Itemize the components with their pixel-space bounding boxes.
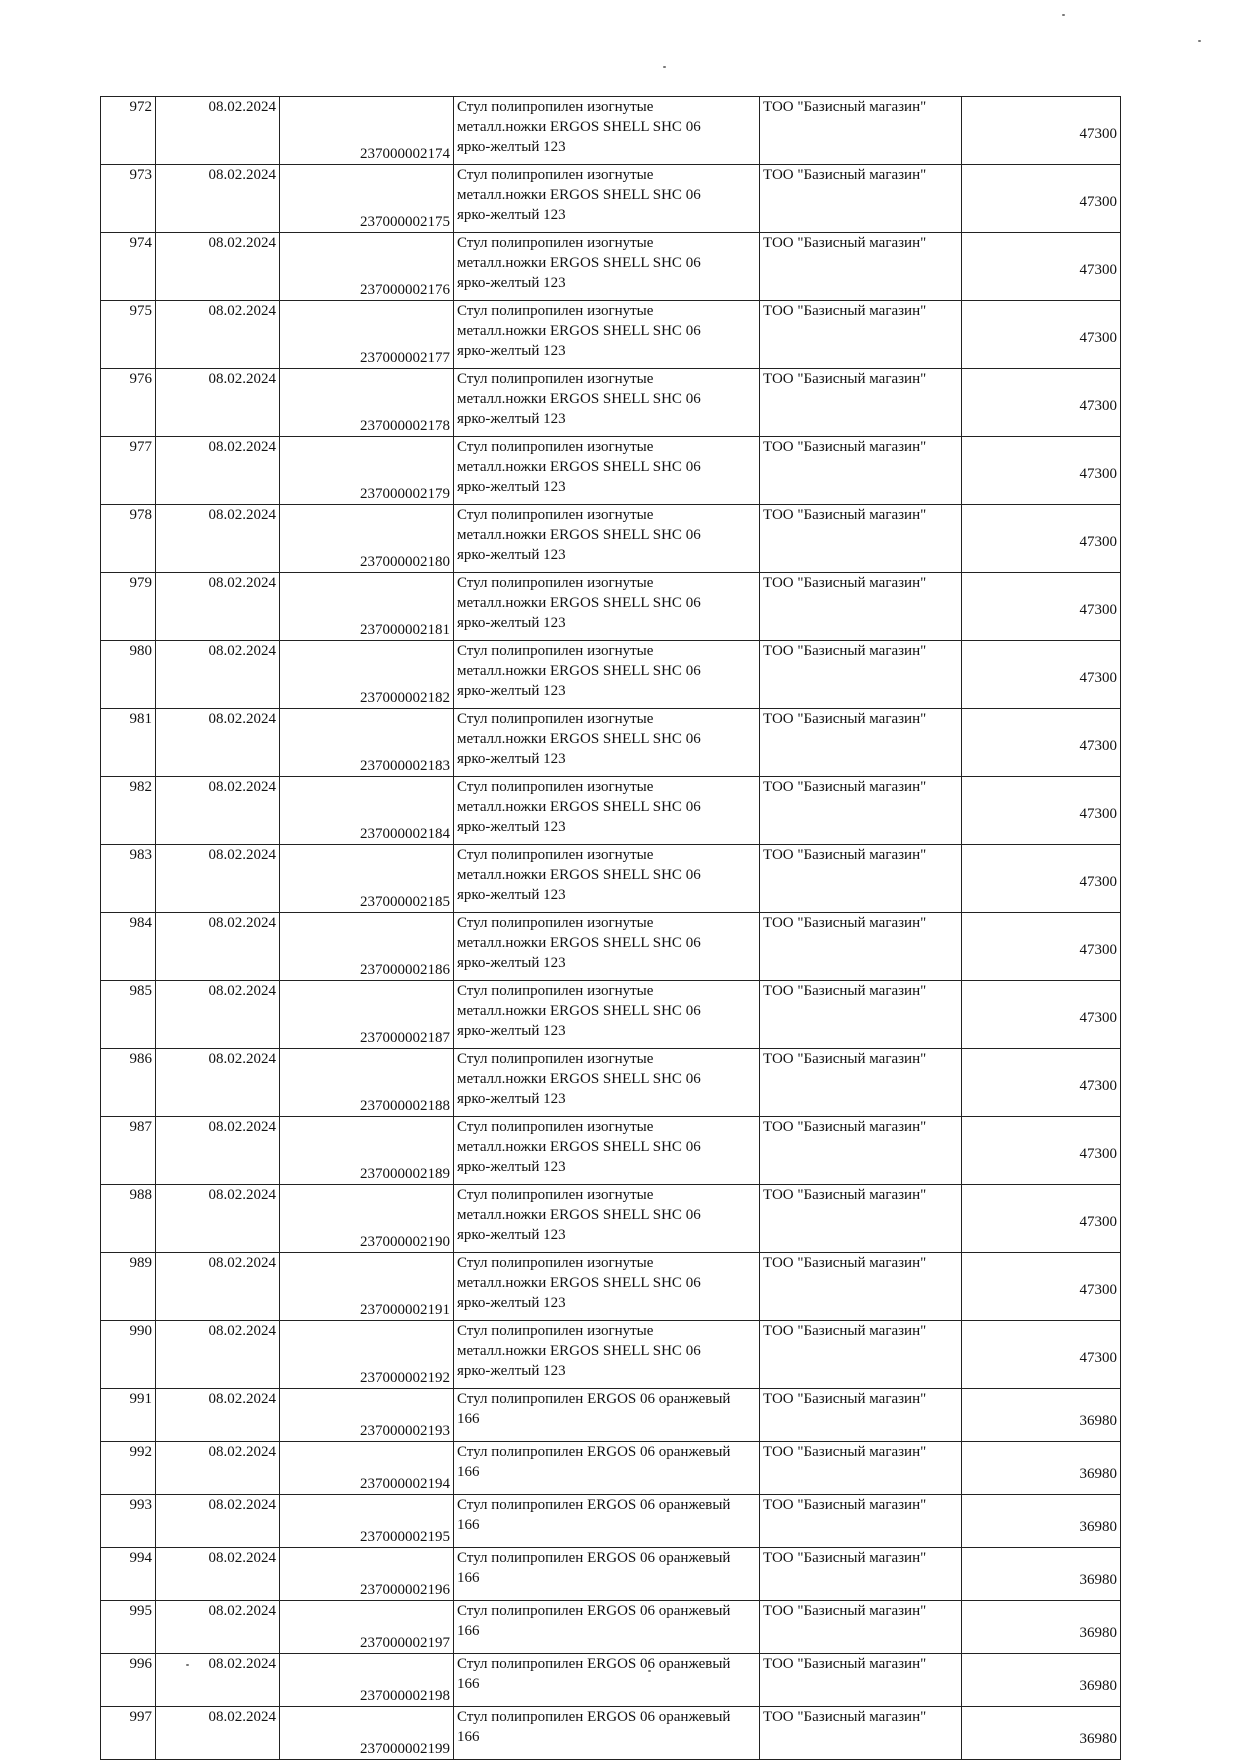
description-cell	[454, 573, 760, 641]
description-line: Стул полипропилен ERGOS 06 оранжевый	[457, 1656, 731, 1672]
amount-cell: 47300	[962, 845, 1121, 913]
description-line: ярко-желтый 123	[457, 207, 566, 223]
row-number-cell: 990	[101, 1321, 156, 1389]
description-cell	[454, 1707, 760, 1760]
inventory-code-cell: 237000002195	[280, 1495, 454, 1548]
supplier-cell: ТОО "Базисный магазин"	[760, 1185, 962, 1253]
row-number-cell: 991	[101, 1389, 156, 1442]
inventory-code-cell: 237000002178	[280, 369, 454, 437]
description-line: ярко-желтый 123	[457, 683, 566, 699]
description-line: 166	[457, 1411, 480, 1427]
date-cell: 08.02.2024	[156, 1548, 280, 1601]
inventory-code-cell: 237000002176	[280, 233, 454, 301]
amount-cell: 47300	[962, 437, 1121, 505]
description-line: ярко-желтый 123	[457, 1091, 566, 1107]
description-line: ярко-желтый 123	[457, 1159, 566, 1175]
description-line: ярко-желтый 123	[457, 275, 566, 291]
description-line: металл.ножки ERGOS SHELL SHC 06	[457, 935, 701, 951]
table-row	[101, 301, 1121, 369]
row-number-cell: 976	[101, 369, 156, 437]
supplier-cell: ТОО "Базисный магазин"	[760, 709, 962, 777]
table-row	[101, 1442, 1121, 1495]
scan-speck	[1062, 14, 1065, 16]
description-line: металл.ножки ERGOS SHELL SHC 06	[457, 323, 701, 339]
date-cell: 08.02.2024	[156, 1495, 280, 1548]
table-row	[101, 1601, 1121, 1654]
description-line: Стул полипропилен изогнутые	[457, 847, 654, 863]
row-number-cell: 988	[101, 1185, 156, 1253]
table-row	[101, 641, 1121, 709]
description-line: Стул полипропилен ERGOS 06 оранжевый	[457, 1709, 731, 1725]
inventory-code-cell: 237000002186	[280, 913, 454, 981]
description-line: ярко-желтый 123	[457, 343, 566, 359]
table-row	[101, 1495, 1121, 1548]
amount-cell: 47300	[962, 913, 1121, 981]
date-cell: 08.02.2024	[156, 913, 280, 981]
date-cell: 08.02.2024	[156, 165, 280, 233]
description-cell	[454, 233, 760, 301]
amount-cell: 47300	[962, 1117, 1121, 1185]
supplier-cell: ТОО "Базисный магазин"	[760, 573, 962, 641]
description-line: 166	[457, 1464, 480, 1480]
description-line: Стул полипропилен изогнутые	[457, 303, 654, 319]
supplier-cell: ТОО "Базисный магазин"	[760, 1548, 962, 1601]
inventory-code-cell: 237000002199	[280, 1707, 454, 1760]
description-cell	[454, 845, 760, 913]
row-number-cell: 987	[101, 1117, 156, 1185]
description-line: 166	[457, 1676, 480, 1692]
description-line: Стул полипропилен изогнутые	[457, 371, 654, 387]
date-cell: 08.02.2024	[156, 1117, 280, 1185]
supplier-cell: ТОО "Базисный магазин"	[760, 1601, 962, 1654]
description-line: 166	[457, 1729, 480, 1745]
description-cell	[454, 505, 760, 573]
table-row	[101, 1707, 1121, 1760]
row-number-cell: 992	[101, 1442, 156, 1495]
table-row	[101, 437, 1121, 505]
table-row	[101, 1654, 1121, 1707]
description-line: Стул полипропилен изогнутые	[457, 1255, 654, 1271]
supplier-cell: ТОО "Базисный магазин"	[760, 437, 962, 505]
table-row	[101, 845, 1121, 913]
supplier-cell: ТОО "Базисный магазин"	[760, 1321, 962, 1389]
description-line: металл.ножки ERGOS SHELL SHC 06	[457, 255, 701, 271]
supplier-cell: ТОО "Базисный магазин"	[760, 97, 962, 165]
row-number-cell: 986	[101, 1049, 156, 1117]
description-cell	[454, 1442, 760, 1495]
amount-cell: 47300	[962, 573, 1121, 641]
description-cell	[454, 777, 760, 845]
row-number-cell: 978	[101, 505, 156, 573]
description-cell	[454, 301, 760, 369]
supplier-cell: ТОО "Базисный магазин"	[760, 1389, 962, 1442]
description-cell	[454, 641, 760, 709]
amount-cell: 47300	[962, 1253, 1121, 1321]
row-number-cell: 979	[101, 573, 156, 641]
description-line: Стул полипропилен ERGOS 06 оранжевый	[457, 1391, 731, 1407]
inventory-table-body	[101, 97, 1121, 1760]
amount-cell: 47300	[962, 165, 1121, 233]
supplier-cell: ТОО "Базисный магазин"	[760, 1253, 962, 1321]
description-cell	[454, 1185, 760, 1253]
amount-cell: 47300	[962, 97, 1121, 165]
description-line: ярко-желтый 123	[457, 1295, 566, 1311]
inventory-code-cell: 237000002179	[280, 437, 454, 505]
description-line: Стул полипропилен ERGOS 06 оранжевый	[457, 1497, 731, 1513]
row-number-cell: 997	[101, 1707, 156, 1760]
description-line: Стул полипропилен изогнутые	[457, 1323, 654, 1339]
date-cell: 08.02.2024	[156, 1049, 280, 1117]
table-row	[101, 1321, 1121, 1389]
description-line: Стул полипропилен изогнутые	[457, 167, 654, 183]
date-cell: 08.02.2024	[156, 97, 280, 165]
date-cell: 08.02.2024	[156, 641, 280, 709]
date-cell: 08.02.2024	[156, 709, 280, 777]
supplier-cell: ТОО "Базисный магазин"	[760, 301, 962, 369]
date-cell: 08.02.2024	[156, 1654, 280, 1707]
description-line: Стул полипропилен ERGOS 06 оранжевый	[457, 1550, 731, 1566]
date-cell: 08.02.2024	[156, 369, 280, 437]
description-line: металл.ножки ERGOS SHELL SHC 06	[457, 663, 701, 679]
date-cell: 08.02.2024	[156, 573, 280, 641]
description-line: 166	[457, 1570, 480, 1586]
amount-cell: 36980	[962, 1495, 1121, 1548]
description-line: Стул полипропилен изогнутые	[457, 235, 654, 251]
supplier-cell: ТОО "Базисный магазин"	[760, 1707, 962, 1760]
description-line: металл.ножки ERGOS SHELL SHC 06	[457, 119, 701, 135]
inventory-code-cell: 237000002175	[280, 165, 454, 233]
inventory-code-cell: 237000002196	[280, 1548, 454, 1601]
supplier-cell: ТОО "Базисный магазин"	[760, 641, 962, 709]
supplier-cell: ТОО "Базисный магазин"	[760, 233, 962, 301]
row-number-cell: 977	[101, 437, 156, 505]
description-line: Стул полипропилен изогнутые	[457, 1051, 654, 1067]
amount-cell: 36980	[962, 1707, 1121, 1760]
description-cell	[454, 165, 760, 233]
supplier-cell: ТОО "Базисный магазин"	[760, 1654, 962, 1707]
row-number-cell: 974	[101, 233, 156, 301]
row-number-cell: 973	[101, 165, 156, 233]
supplier-cell: ТОО "Базисный магазин"	[760, 1495, 962, 1548]
description-cell	[454, 1321, 760, 1389]
amount-cell: 47300	[962, 1049, 1121, 1117]
supplier-cell: ТОО "Базисный магазин"	[760, 981, 962, 1049]
description-line: металл.ножки ERGOS SHELL SHC 06	[457, 391, 701, 407]
date-cell: 08.02.2024	[156, 777, 280, 845]
table-row	[101, 1253, 1121, 1321]
inventory-code-cell: 237000002192	[280, 1321, 454, 1389]
description-line: Стул полипропилен изогнутые	[457, 99, 654, 115]
description-cell	[454, 1049, 760, 1117]
amount-cell: 36980	[962, 1601, 1121, 1654]
amount-cell: 47300	[962, 301, 1121, 369]
description-line: металл.ножки ERGOS SHELL SHC 06	[457, 867, 701, 883]
table-row	[101, 505, 1121, 573]
date-cell: 08.02.2024	[156, 1321, 280, 1389]
amount-cell: 36980	[962, 1442, 1121, 1495]
description-cell	[454, 1601, 760, 1654]
description-line: Стул полипропилен изогнутые	[457, 779, 654, 795]
description-line: Стул полипропилен изогнутые	[457, 439, 654, 455]
supplier-cell: ТОО "Базисный магазин"	[760, 1049, 962, 1117]
amount-cell: 47300	[962, 1185, 1121, 1253]
inventory-code-cell: 237000002185	[280, 845, 454, 913]
description-line: металл.ножки ERGOS SHELL SHC 06	[457, 1071, 701, 1087]
date-cell: 08.02.2024	[156, 1442, 280, 1495]
date-cell: 08.02.2024	[156, 1253, 280, 1321]
date-cell: 08.02.2024	[156, 845, 280, 913]
description-line: ярко-желтый 123	[457, 547, 566, 563]
inventory-code-cell: 237000002191	[280, 1253, 454, 1321]
table-row	[101, 1548, 1121, 1601]
row-number-cell: 994	[101, 1548, 156, 1601]
table-row	[101, 709, 1121, 777]
description-line: Стул полипропилен изогнутые	[457, 983, 654, 999]
description-line: металл.ножки ERGOS SHELL SHC 06	[457, 1207, 701, 1223]
description-line: ярко-желтый 123	[457, 751, 566, 767]
row-number-cell: 981	[101, 709, 156, 777]
inventory-code-cell: 237000002174	[280, 97, 454, 165]
inventory-code-cell: 237000002189	[280, 1117, 454, 1185]
inventory-code-cell: 237000002182	[280, 641, 454, 709]
inventory-code-cell: 237000002193	[280, 1389, 454, 1442]
scan-speck	[663, 66, 666, 68]
row-number-cell: 980	[101, 641, 156, 709]
row-number-cell: 983	[101, 845, 156, 913]
inventory-code-cell: 237000002177	[280, 301, 454, 369]
inventory-code-cell: 237000002197	[280, 1601, 454, 1654]
description-line: металл.ножки ERGOS SHELL SHC 06	[457, 527, 701, 543]
description-line: ярко-желтый 123	[457, 887, 566, 903]
description-line: Стул полипропилен изогнутые	[457, 643, 654, 659]
inventory-code-cell: 237000002180	[280, 505, 454, 573]
description-cell	[454, 1548, 760, 1601]
supplier-cell: ТОО "Базисный магазин"	[760, 777, 962, 845]
description-line: Стул полипропилен изогнутые	[457, 915, 654, 931]
description-line: ярко-желтый 123	[457, 479, 566, 495]
description-line: Стул полипропилен изогнутые	[457, 1119, 654, 1135]
description-line: металл.ножки ERGOS SHELL SHC 06	[457, 1003, 701, 1019]
description-cell	[454, 913, 760, 981]
description-line: металл.ножки ERGOS SHELL SHC 06	[457, 459, 701, 475]
table-row	[101, 1185, 1121, 1253]
table-row	[101, 777, 1121, 845]
inventory-code-cell: 237000002184	[280, 777, 454, 845]
description-line: 166	[457, 1517, 480, 1533]
inventory-code-cell: 237000002187	[280, 981, 454, 1049]
table-row	[101, 573, 1121, 641]
description-cell	[454, 1117, 760, 1185]
row-number-cell: 993	[101, 1495, 156, 1548]
table-row	[101, 369, 1121, 437]
row-number-cell: 982	[101, 777, 156, 845]
description-line: металл.ножки ERGOS SHELL SHC 06	[457, 1275, 701, 1291]
table-row	[101, 233, 1121, 301]
row-number-cell: 996	[101, 1654, 156, 1707]
inventory-code-cell: 237000002190	[280, 1185, 454, 1253]
description-line: ярко-желтый 123	[457, 1227, 566, 1243]
description-cell	[454, 1253, 760, 1321]
table-row	[101, 913, 1121, 981]
description-cell	[454, 981, 760, 1049]
supplier-cell: ТОО "Базисный магазин"	[760, 845, 962, 913]
table-row	[101, 97, 1121, 165]
description-line: ярко-желтый 123	[457, 139, 566, 155]
supplier-cell: ТОО "Базисный магазин"	[760, 1442, 962, 1495]
supplier-cell: ТОО "Базисный магазин"	[760, 165, 962, 233]
description-cell	[454, 97, 760, 165]
inventory-code-cell: 237000002194	[280, 1442, 454, 1495]
inventory-code-cell: 237000002188	[280, 1049, 454, 1117]
description-cell	[454, 1389, 760, 1442]
table-row	[101, 1117, 1121, 1185]
description-line: металл.ножки ERGOS SHELL SHC 06	[457, 1139, 701, 1155]
supplier-cell: ТОО "Базисный магазин"	[760, 505, 962, 573]
date-cell: 08.02.2024	[156, 1601, 280, 1654]
amount-cell: 47300	[962, 1321, 1121, 1389]
supplier-cell: ТОО "Базисный магазин"	[760, 913, 962, 981]
description-cell	[454, 437, 760, 505]
row-number-cell: 995	[101, 1601, 156, 1654]
description-line: металл.ножки ERGOS SHELL SHC 06	[457, 731, 701, 747]
description-cell	[454, 709, 760, 777]
description-line: Стул полипропилен изогнутые	[457, 1187, 654, 1203]
description-line: 166	[457, 1623, 480, 1639]
date-cell: 08.02.2024	[156, 301, 280, 369]
inventory-code-cell: 237000002198	[280, 1654, 454, 1707]
description-line: ярко-желтый 123	[457, 411, 566, 427]
description-line: ярко-желтый 123	[457, 1363, 566, 1379]
amount-cell: 47300	[962, 981, 1121, 1049]
table-row	[101, 981, 1121, 1049]
supplier-cell: ТОО "Базисный магазин"	[760, 1117, 962, 1185]
description-cell	[454, 1495, 760, 1548]
inventory-table	[100, 96, 1121, 1760]
description-line: ярко-желтый 123	[457, 1023, 566, 1039]
inventory-code-cell: 237000002181	[280, 573, 454, 641]
amount-cell: 36980	[962, 1389, 1121, 1442]
amount-cell: 47300	[962, 641, 1121, 709]
description-line: ярко-желтый 123	[457, 615, 566, 631]
row-number-cell: 985	[101, 981, 156, 1049]
scan-speck	[1198, 40, 1201, 42]
amount-cell: 36980	[962, 1548, 1121, 1601]
inventory-code-cell: 237000002183	[280, 709, 454, 777]
date-cell: 08.02.2024	[156, 981, 280, 1049]
table-row	[101, 165, 1121, 233]
date-cell: 08.02.2024	[156, 1389, 280, 1442]
description-line: ярко-желтый 123	[457, 955, 566, 971]
description-cell	[454, 369, 760, 437]
row-number-cell: 972	[101, 97, 156, 165]
date-cell: 08.02.2024	[156, 437, 280, 505]
description-line: Стул полипропилен ERGOS 06 оранжевый	[457, 1444, 731, 1460]
date-cell: 08.02.2024	[156, 505, 280, 573]
amount-cell: 36980	[962, 1654, 1121, 1707]
description-line: Стул полипропилен изогнутые	[457, 711, 654, 727]
description-line: металл.ножки ERGOS SHELL SHC 06	[457, 799, 701, 815]
row-number-cell: 984	[101, 913, 156, 981]
description-line: ярко-желтый 123	[457, 819, 566, 835]
supplier-cell: ТОО "Базисный магазин"	[760, 369, 962, 437]
description-line: Стул полипропилен изогнутые	[457, 575, 654, 591]
amount-cell: 47300	[962, 233, 1121, 301]
description-line: металл.ножки ERGOS SHELL SHC 06	[457, 1343, 701, 1359]
description-line: Стул полипропилен изогнутые	[457, 507, 654, 523]
row-number-cell: 989	[101, 1253, 156, 1321]
date-cell: 08.02.2024	[156, 1185, 280, 1253]
amount-cell: 47300	[962, 709, 1121, 777]
date-cell: 08.02.2024	[156, 233, 280, 301]
table-row	[101, 1049, 1121, 1117]
amount-cell: 47300	[962, 505, 1121, 573]
description-cell	[454, 1654, 760, 1707]
description-line: Стул полипропилен ERGOS 06 оранжевый	[457, 1603, 731, 1619]
amount-cell: 47300	[962, 369, 1121, 437]
table-row	[101, 1389, 1121, 1442]
row-number-cell: 975	[101, 301, 156, 369]
date-cell: 08.02.2024	[156, 1707, 280, 1760]
amount-cell: 47300	[962, 777, 1121, 845]
description-line: металл.ножки ERGOS SHELL SHC 06	[457, 187, 701, 203]
description-line: металл.ножки ERGOS SHELL SHC 06	[457, 595, 701, 611]
